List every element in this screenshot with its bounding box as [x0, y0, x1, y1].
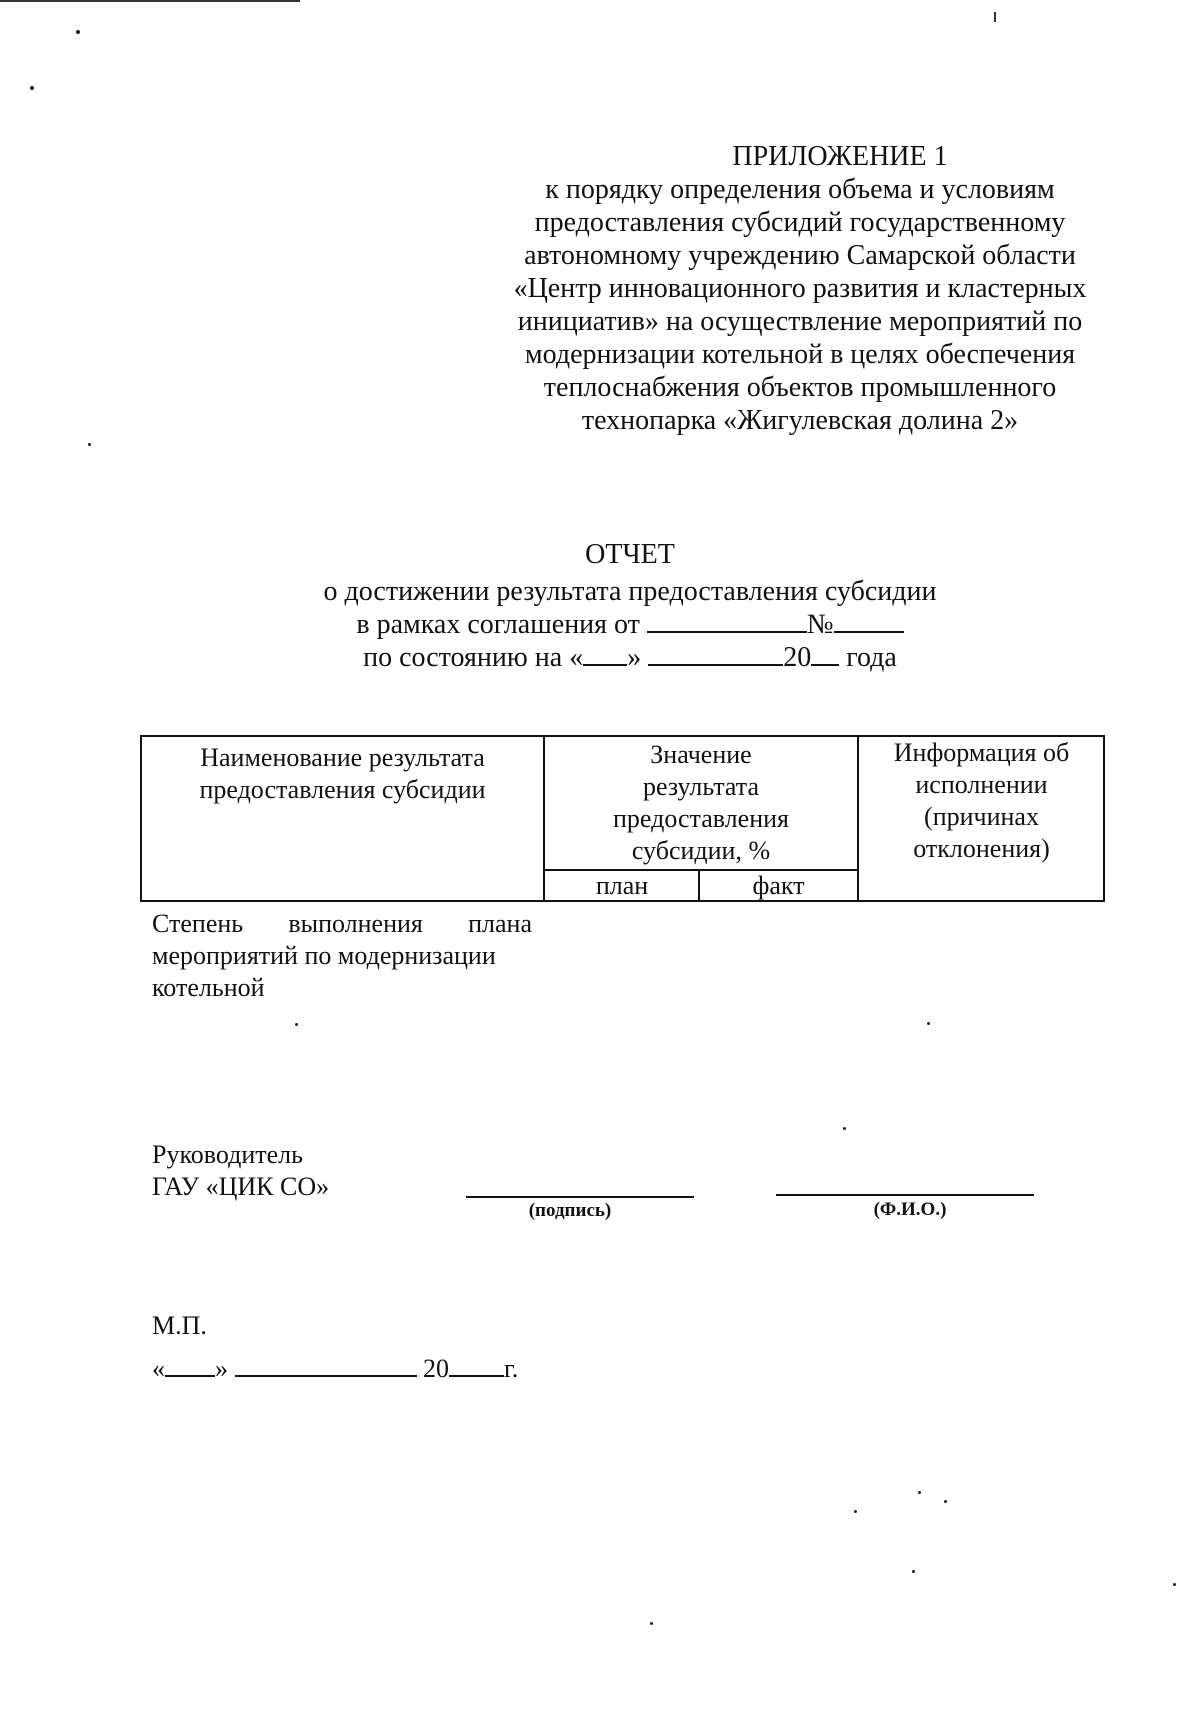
name-blank[interactable]: [776, 1194, 1034, 1196]
header-line: Наименование результата: [200, 743, 485, 772]
speck: [918, 1491, 921, 1494]
speck: [912, 1570, 915, 1573]
date-day-blank[interactable]: [165, 1353, 215, 1377]
date-open-quote: «: [152, 1354, 165, 1383]
status-close-quote: »: [627, 642, 642, 673]
header-line: (причинах: [924, 802, 1039, 831]
date-close-quote: »: [215, 1354, 228, 1383]
speck: [650, 1622, 653, 1625]
date-month-blank[interactable]: [235, 1353, 417, 1377]
status-suffix: года: [846, 642, 897, 673]
row-line: котельной: [152, 973, 265, 1002]
appendix-line: теплоснабжения объектов промышленного: [543, 372, 1057, 403]
report-status-line: [260, 641, 1000, 674]
signature-caption: (подпись): [528, 1200, 612, 1221]
header-line: субсидии, %: [631, 836, 771, 865]
col-header-result-value: [546, 739, 856, 867]
table-col-divider: [857, 737, 859, 900]
name-caption: (Ф.И.О.): [873, 1199, 947, 1220]
speck: [1173, 1583, 1176, 1586]
status-month-blank[interactable]: [648, 642, 783, 666]
speck: [843, 1127, 846, 1130]
number-sign: №: [806, 609, 834, 640]
header-line: исполнении: [915, 770, 1048, 799]
appendix-header: [490, 140, 1110, 437]
speck: [854, 1510, 857, 1513]
speck: [30, 86, 34, 90]
stamp-label: М.П.: [152, 1311, 207, 1340]
agreement-prefix: в рамках соглашения от: [356, 609, 640, 640]
agreement-number-blank[interactable]: [834, 609, 904, 633]
status-day-blank[interactable]: [583, 642, 627, 666]
date-suffix: г.: [504, 1354, 519, 1383]
speck: [944, 1500, 947, 1503]
date-year-prefix: 20: [423, 1354, 449, 1383]
row-line: Степень выполнения плана: [152, 909, 532, 938]
report-agreement-line: [260, 608, 1000, 641]
header-line: результата: [642, 772, 760, 801]
col-header-execution-info: [860, 737, 1103, 865]
appendix-line: модернизации котельной в целях обеспечения: [524, 339, 1076, 370]
col-subheader-fact: факт: [752, 871, 805, 900]
col-header-result-name: [145, 742, 540, 806]
status-year-prefix: 20: [783, 642, 812, 673]
date-year-blank[interactable]: [449, 1353, 504, 1377]
appendix-title: ПРИЛОЖЕНИЕ 1: [732, 141, 948, 172]
header-line: отклонения): [913, 834, 1050, 863]
col-subheader-plan: план: [595, 871, 649, 900]
appendix-line: предоставления субсидий государственному: [534, 207, 1066, 238]
table-col-divider: [543, 737, 545, 900]
signature-blank[interactable]: [466, 1196, 694, 1198]
role-line: Руководитель: [152, 1140, 303, 1169]
header-line: предоставления субсидии: [199, 775, 486, 804]
role-line: ГАУ «ЦИК СО»: [152, 1172, 330, 1201]
signature-role: [152, 1139, 329, 1203]
speck: [76, 30, 80, 34]
appendix-line: «Центр инновационного развития и кластерных: [513, 273, 1087, 304]
header-line: Значение: [650, 740, 752, 769]
header-line: предоставления: [613, 804, 789, 833]
report-subtitle: о достижении результата предоставления субсидии: [323, 576, 937, 607]
report-header: [260, 538, 1000, 674]
plan-completion-row: [152, 908, 532, 1004]
speck: [295, 1023, 298, 1026]
header-line: Информация об: [893, 738, 1070, 767]
speck: [88, 443, 91, 446]
speck: [927, 1022, 930, 1025]
appendix-line: к порядку определения объема и условиям: [545, 174, 1055, 205]
top-edge-mark: [0, 0, 300, 2]
speck: [994, 12, 996, 22]
appendix-line: инициатив» на осуществление мероприятий по: [517, 306, 1083, 337]
agreement-date-blank[interactable]: [647, 609, 807, 633]
sign-date-line: [152, 1353, 518, 1385]
status-prefix: по состоянию на «: [363, 642, 584, 673]
appendix-line: технопарка «Жигулевская долина 2»: [581, 405, 1019, 436]
report-title: ОТЧЕТ: [585, 539, 675, 570]
row-line: мероприятий по модернизации: [152, 941, 496, 970]
appendix-line: автономному учреждению Самарской области: [524, 240, 1076, 271]
status-year-blank[interactable]: [811, 642, 839, 666]
